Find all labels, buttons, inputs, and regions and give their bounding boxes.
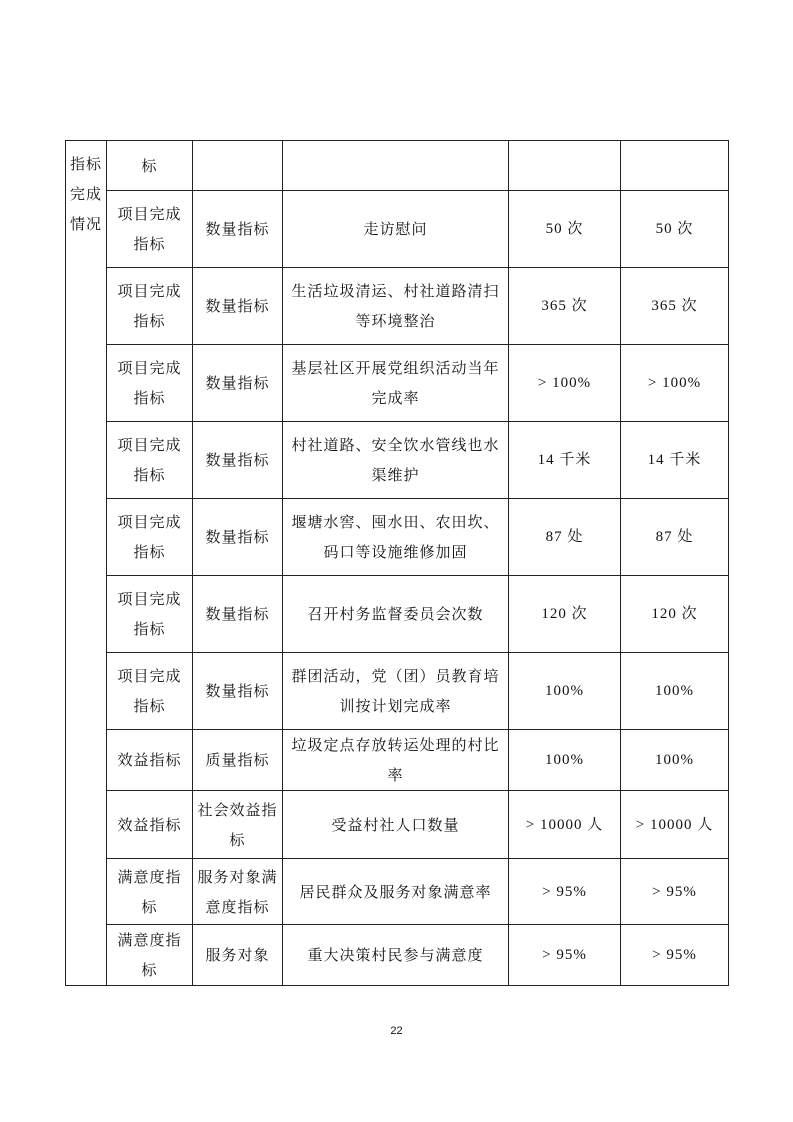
actual-cell: [621, 925, 729, 986]
target-cell: [509, 191, 621, 268]
level1-text: 项目完成指标: [117, 359, 182, 407]
actual-cell: [621, 576, 729, 653]
level2-text: 数量指标: [205, 297, 270, 315]
level2-cell: [193, 268, 283, 345]
indicator-cell: [283, 859, 509, 925]
target-text: > 95%: [542, 883, 587, 900]
level1-cell: [107, 141, 193, 191]
table-row: [66, 422, 729, 499]
level1-text: 项目完成指标: [117, 590, 182, 638]
level1-tail: 标: [141, 156, 158, 175]
actual-cell: [621, 345, 729, 422]
actual-cell: [621, 653, 729, 730]
level2-text: 数量指标: [205, 528, 270, 546]
level2-cell: [193, 191, 283, 268]
indicator-cell: [283, 141, 509, 191]
level1-cell: [107, 730, 193, 791]
table-row: [66, 730, 729, 791]
side-label: 指标完成情况: [70, 155, 103, 233]
actual-cell: [621, 859, 729, 925]
level2-text: 数量指标: [205, 451, 270, 469]
level2-text: 数量指标: [205, 605, 270, 623]
indicator-text: 重大决策村民参与满意度: [307, 946, 484, 964]
level1-text: 效益指标: [117, 751, 182, 769]
actual-text: > 10000 人: [635, 816, 714, 833]
actual-text: > 100%: [647, 375, 702, 391]
level2-cell: [193, 925, 283, 986]
level1-text: 项目完成指标: [117, 436, 182, 484]
page-number: 22: [390, 1025, 403, 1037]
actual-text: 100%: [655, 752, 694, 768]
target-text: > 95%: [542, 947, 587, 963]
level2-cell: [193, 141, 283, 191]
actual-text: > 95%: [652, 947, 697, 963]
level2-cell: [193, 859, 283, 925]
level2-cell: [193, 499, 283, 576]
level1-text: 项目完成指标: [117, 513, 182, 561]
level1-cell: [107, 268, 193, 345]
target-cell: [509, 859, 621, 925]
level1-cell: [107, 653, 193, 730]
table-row: [66, 791, 729, 859]
level1-cell: [107, 791, 193, 859]
actual-text: > 95%: [652, 883, 697, 900]
level2-text: 数量指标: [205, 682, 270, 700]
target-cell: [509, 499, 621, 576]
target-text: 14 千米: [537, 452, 592, 468]
indicator-cell: [283, 730, 509, 791]
level1-text: 满意度指标: [117, 867, 182, 916]
indicator-cell: [283, 345, 509, 422]
level1-text: 满意度指标: [117, 931, 182, 979]
table-row: [66, 345, 729, 422]
indicator-text: 生活垃圾清运、村社道路清扫等环境整治: [291, 282, 500, 330]
target-cell: [509, 925, 621, 986]
target-cell: [509, 422, 621, 499]
indicator-text: 居民群众及服务对象满意率: [299, 882, 492, 901]
level1-cell: [107, 925, 193, 986]
level2-cell: [193, 730, 283, 791]
indicator-text: 走访慰问: [363, 220, 428, 238]
indicator-text: 堰塘水窖、囤水田、农田坎、码口等设施维修加固: [291, 513, 500, 561]
target-text: 120 次: [541, 606, 588, 622]
level2-text: 数量指标: [205, 220, 270, 238]
level1-cell: [107, 345, 193, 422]
target-text: 87 处: [545, 529, 584, 545]
level1-text: 效益指标: [117, 815, 182, 834]
level2-cell: [193, 653, 283, 730]
level2-text: 质量指标: [205, 751, 270, 769]
target-cell: [509, 576, 621, 653]
indicator-cell: [283, 653, 509, 730]
level2-text: 服务对象满意度指标: [197, 867, 278, 916]
actual-cell: [621, 141, 729, 191]
level1-cell: [107, 499, 193, 576]
target-text: > 10000 人: [525, 816, 604, 833]
indicator-cell: [283, 499, 509, 576]
table-row: [66, 859, 729, 925]
level2-text: 数量指标: [205, 374, 270, 392]
table-row: [66, 141, 729, 191]
actual-text: 87 处: [655, 529, 694, 545]
actual-cell: [621, 268, 729, 345]
indicator-text: 村社道路、安全饮水管线也水渠维护: [291, 436, 500, 484]
target-cell: [509, 345, 621, 422]
level2-cell: [193, 576, 283, 653]
level1-cell: [107, 422, 193, 499]
actual-text: 365 次: [651, 298, 698, 314]
table-row: [66, 268, 729, 345]
indicator-cell: [283, 191, 509, 268]
level1-cell: [107, 859, 193, 925]
table-row: [66, 191, 729, 268]
level2-text: 服务对象: [205, 946, 270, 964]
indicator-cell: [283, 422, 509, 499]
indicator-text: 召开村务监督委员会次数: [307, 605, 484, 623]
actual-cell: [621, 791, 729, 859]
level2-cell: [193, 791, 283, 859]
indicator-cell: [283, 576, 509, 653]
indicator-text: 基层社区开展党组织活动当年完成率: [291, 359, 500, 407]
target-text: 365 次: [541, 298, 588, 314]
indicator-text: 群团活动，党（团）员教育培训按计划完成率: [291, 667, 500, 715]
target-cell: [509, 791, 621, 859]
actual-cell: [621, 422, 729, 499]
indicator-text: 受益村社人口数量: [331, 815, 460, 834]
table-row: [66, 576, 729, 653]
level2-cell: [193, 345, 283, 422]
actual-text: 120 次: [651, 606, 698, 622]
target-cell: [509, 141, 621, 191]
target-text: > 100%: [537, 375, 592, 391]
table-row: [66, 925, 729, 986]
level1-text: 项目完成指标: [117, 205, 182, 253]
target-text: 100%: [545, 683, 584, 699]
side-label-cell: [66, 141, 107, 986]
actual-cell: [621, 730, 729, 791]
table-row: [66, 653, 729, 730]
level1-text: 项目完成指标: [117, 282, 182, 330]
target-cell: [509, 653, 621, 730]
actual-text: 50 次: [655, 221, 694, 237]
target-cell: [509, 730, 621, 791]
level1-text: 项目完成指标: [117, 667, 182, 715]
indicator-cell: [283, 791, 509, 859]
target-text: 50 次: [545, 221, 584, 237]
level2-text: 社会效益指标: [197, 800, 278, 849]
actual-text: 100%: [655, 683, 694, 699]
level2-cell: [193, 422, 283, 499]
actual-cell: [621, 191, 729, 268]
performance-indicator-table: [65, 140, 729, 986]
indicator-cell: [283, 925, 509, 986]
indicator-cell: [283, 268, 509, 345]
indicator-text: 垃圾定点存放转运处理的村比率: [291, 736, 500, 784]
target-text: 100%: [545, 752, 584, 768]
level1-cell: [107, 576, 193, 653]
actual-text: 14 千米: [647, 452, 702, 468]
actual-cell: [621, 499, 729, 576]
table-row: [66, 499, 729, 576]
level1-cell: [107, 191, 193, 268]
target-cell: [509, 268, 621, 345]
